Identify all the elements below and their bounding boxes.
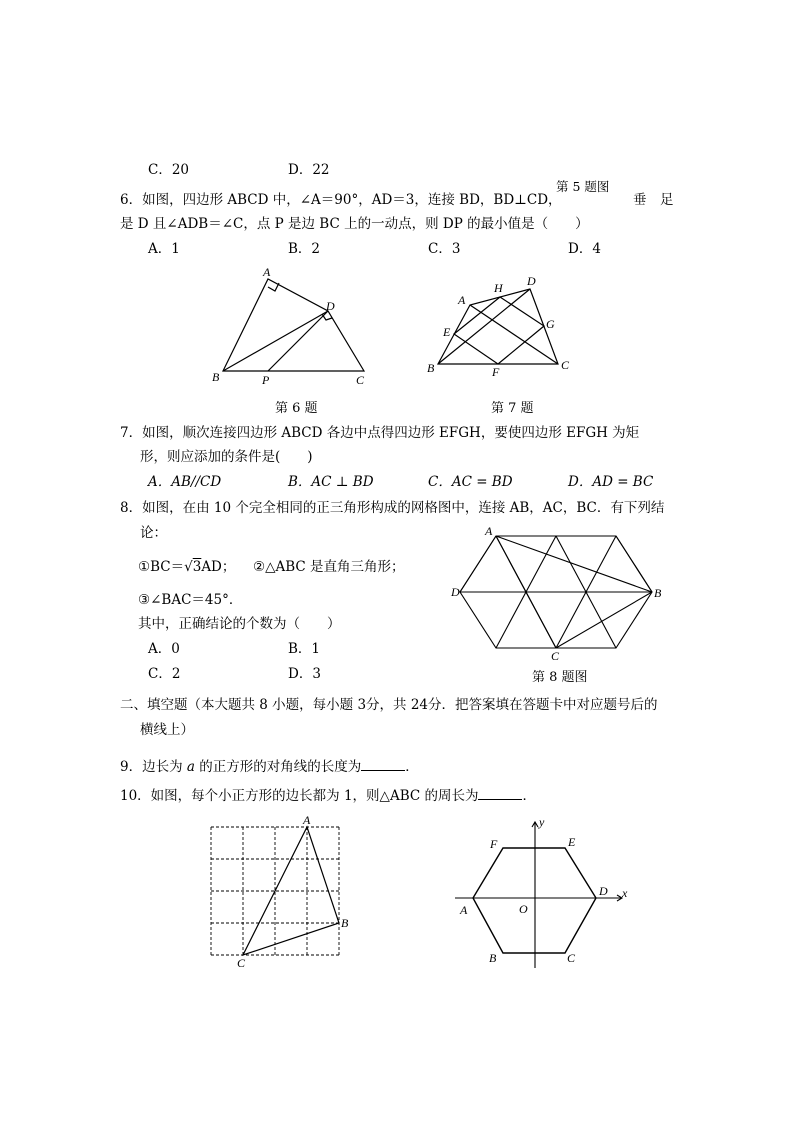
q6-option-b: B．2 <box>288 241 321 257</box>
q6-option-c: C．3 <box>428 241 461 257</box>
q6-option-d: D．4 <box>568 241 601 257</box>
q9-question-post: 的正方形的对角线的长度为 <box>199 759 362 775</box>
q7-option-d: D．AD = BC <box>568 474 654 490</box>
q8-figure-caption: 第 8 题图 <box>532 670 588 685</box>
q7-label-b: B <box>427 361 435 375</box>
q6-label-d: D <box>326 299 335 313</box>
hex-axis-x-label: x <box>622 886 628 900</box>
hex-label-d: D <box>599 884 608 898</box>
q6-question-line1: 6．如图，四边形 ABCD 中，∠A＝90°，AD＝3，连接 BD，BD⊥CD， <box>120 192 562 208</box>
q7-label-a: A <box>458 293 466 307</box>
q6-label-a: A <box>263 265 271 279</box>
hex-label-o: O <box>519 902 528 916</box>
q8-option-c: C．2 <box>148 666 181 682</box>
q7-option-a: A．AB//CD <box>148 474 222 490</box>
q8-question-line1: 8．如图，在由 10 个完全相同的正三角形构成的网格图中，连接 AB，AC，BC．有下列结 <box>120 500 665 516</box>
section2-heading-line1: 二、填空题（本大题共 8 小题，每小题 3分，共 24分．把答案填在答题卡中对应题号后的 <box>120 697 658 713</box>
q7-label-h: H <box>494 281 503 295</box>
q8-question-line2: 论： <box>140 525 167 541</box>
q10-label-a: A <box>303 813 311 827</box>
q9-question-var: a <box>186 759 195 775</box>
q7-option-c: C．AC = BD <box>428 474 513 490</box>
q7-question-line2: 形，则应添加的条件是( ) <box>140 449 313 465</box>
q10-label-b: B <box>341 916 349 930</box>
q7-question-line1: 7．如图，顺次连接四边形 ABCD 各边中点得四边形 EFGH，要使四边形 EFGH 为矩 <box>120 425 640 441</box>
q8-label-d: D <box>451 585 460 599</box>
q9-question-pre: 9．边长为 <box>120 759 183 775</box>
q5-option-c: C．20 <box>148 162 190 178</box>
q10-question-end: ． <box>522 788 536 804</box>
hex-label-a: A <box>460 903 468 917</box>
hex-axis-y-label: y <box>539 815 545 829</box>
q6-option-a: A．1 <box>148 241 180 257</box>
q7-label-f: F <box>492 365 500 379</box>
q7-figure-caption: 第 7 题 <box>491 401 534 416</box>
section2-heading-line2: 横线上） <box>140 722 194 738</box>
q8-label-a: A <box>485 524 493 538</box>
hex-label-e: E <box>568 835 576 849</box>
q8-label-b: B <box>654 586 662 600</box>
q8-label-c: C <box>551 649 560 663</box>
q10-label-c: C <box>237 956 246 970</box>
q6-question-line1-tail: 垂 足 <box>633 192 674 208</box>
sqrt-icon: √ <box>184 559 193 575</box>
q7-label-c: C <box>561 358 570 372</box>
hex-label-b: B <box>489 951 497 965</box>
q10-question-pre: 10．如图，每个小正方形的边长都为 1，则△ABC 的周长为 <box>120 788 479 804</box>
q8-conclusion-2: ②△ABC 是直角三角形； <box>253 559 405 575</box>
q7-label-e: E <box>443 325 451 339</box>
q7-label-d: D <box>527 274 536 288</box>
q8-conclusion-1-root: 3 <box>192 559 202 575</box>
q6-figure-caption: 第 6 题 <box>275 401 318 416</box>
q8-prompt: 其中，正确结论的个数为（ ） <box>138 616 341 632</box>
q7-label-g: G <box>546 317 555 331</box>
q8-conclusion-1-pre: ①BC＝ <box>138 559 185 575</box>
q8-conclusion-1-post: AD； <box>201 559 236 575</box>
q6-label-b: B <box>212 370 220 384</box>
q9-question-end: ． <box>405 759 419 775</box>
q7-option-b: B．AC ⊥ BD <box>288 474 374 490</box>
q5-option-d: D．22 <box>288 162 330 178</box>
q8-conclusion-3: ③∠BAC＝45°． <box>138 592 243 608</box>
q8-option-b: B．1 <box>288 641 321 657</box>
q6-label-p: P <box>262 373 270 387</box>
q6-label-c: C <box>356 373 365 387</box>
hex-label-f: F <box>490 837 498 851</box>
q8-option-d: D．3 <box>288 666 321 682</box>
q8-option-a: A．0 <box>148 641 180 657</box>
hex-label-c: C <box>567 951 576 965</box>
q5-figure-caption: 第 5 题图 <box>556 179 610 194</box>
q6-question-line2: 是 D 且∠ADB＝∠C，点 P 是边 BC 上的一动点，则 DP 的最小值是（ ） <box>120 216 589 232</box>
